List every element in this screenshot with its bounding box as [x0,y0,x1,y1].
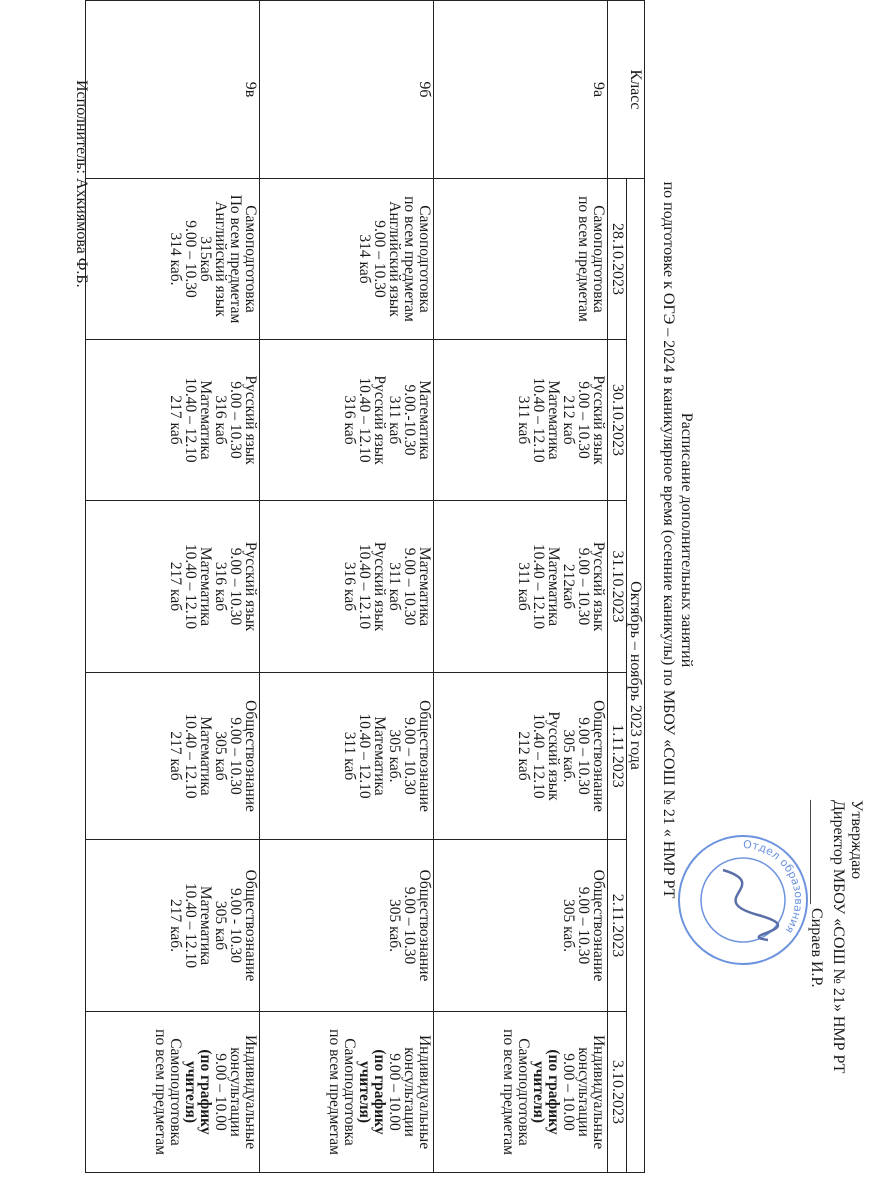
cell-text-line: 10.40 – 12.10 [356,713,373,799]
schedule-cell [86,1012,260,1173]
cell-text-line: по всем предметам [500,1029,517,1155]
stamp-arc-text: Отдел образования [742,837,806,936]
cell-text-line: 314 каб. [167,232,184,286]
cell-text-line: 10.40 – 12.10 [530,377,547,463]
schedule-cell [260,840,434,1012]
cell-text-line: Русский язык [242,375,259,465]
cell-text-line: Математика [416,380,433,460]
schedule-cell [260,179,434,340]
cell-text-line: Русский язык [371,375,388,465]
cell-text-line: 10.40 – 12.10 [182,543,199,630]
cell-text-line: учителя) [530,1060,547,1124]
cell-text-line: по всем предметам [326,1029,343,1155]
date-header-cell: 31.10.2023 [608,501,627,673]
table-header-row [627,1,645,1173]
cell-text-line: Обществознание [416,869,433,982]
class-header-cell: Класс [608,1,645,179]
cell-text-line: консультации [227,1047,244,1137]
cell-text-line: 9.00 – 10.00 [386,1053,403,1131]
cell-text-line: Обществознание [416,700,433,812]
cell-text-line: 9.00 – 10.30 [575,547,592,626]
cell-text-line: 9.00 – 10.00 [560,1053,577,1131]
cell-text-line: 9.00 – 10.30 [575,381,592,459]
cell-text-line: 217 каб [167,561,184,612]
cell-text-line: Математика [197,380,214,460]
cell-text-line: 316 каб [341,561,358,612]
schedule-cell [260,1012,434,1173]
cell-text-line: 10.40 – 12.10 [530,543,547,630]
cell-text-line: Математика [197,885,214,966]
cell-text-line: 311 каб [386,395,403,445]
cell-text-line: 217 каб. [167,898,184,953]
schedule-cell [260,340,434,501]
cell-text-line: 316 каб [341,395,358,445]
cell-text-line: 9.00 – 10.30 [401,886,418,965]
cell-text-line: По всем предметам [227,194,244,324]
schedule-cell [260,673,434,840]
schedule-cell [260,501,434,673]
cell-text-line: Математика [545,380,562,460]
executor-line: Исполнитель: Ахкиямова Ф.Б. [73,80,90,288]
cell-text-line: 305 каб. [386,898,403,953]
title-line-1: Расписание дополнительных занятий [678,412,695,668]
cell-text-line: Русский язык [590,375,607,465]
cell-text-line: Математика [197,716,214,796]
schedule-table [85,0,645,1173]
cell-text-line: консультации [401,1047,418,1137]
cell-text-line: Самоподготовка [590,205,607,313]
cell-text-line: Обществознание [590,869,607,982]
cell-text-line: 9.00 – 10.30 [182,220,199,298]
class-name-cell: 9б [260,1,434,179]
cell-text-line: 315каб [197,236,214,282]
cell-text-line: Самоподготовка [242,205,259,313]
cell-text-line: 9.00 - 10.30 [227,888,244,963]
cell-text-line: 314 каб [356,234,373,284]
cell-text-line: 212 каб [515,731,532,781]
date-header-cell: 28.10.2023 [608,179,627,340]
cell-text-line: (по графику [371,1049,388,1135]
cell-text-line: Индивидуальные [242,1034,259,1150]
cell-text-line: учителя) [182,1060,199,1124]
class-name-cell: 9в [86,1,260,179]
cell-text-line: 217 каб [167,731,184,781]
cell-text-line: Обществознание [590,700,607,812]
schedule-cell [434,840,608,1012]
cell-text-line: Английский язык [386,201,403,317]
cell-text-line: 9.00 – 10.30 [227,381,244,459]
date-header-cell: 3.10.2023 [608,1012,627,1173]
approval-block [807,800,865,1190]
cell-text-line: Математика [545,546,562,627]
table-row [260,1,434,1173]
cell-text-line: 311 каб [515,395,532,445]
document-title [659,120,695,960]
approval-signature-line: _____________ Сираев И.Р. [808,800,825,988]
cell-text-line: Индивидуальные [416,1034,433,1150]
cell-text-line: Индивидуальные [590,1034,607,1150]
cell-text-line: Русский язык [545,711,562,801]
approval-line-2: Директор МБОУ «СОШ № 21» НМР РТ [830,800,847,1074]
date-header-cell: 1.11.2023 [608,673,627,840]
cell-text-line: 9.00 – 10.30 [227,547,244,626]
cell-text-line: Обществознание [242,869,259,982]
cell-text-line: (по графику [545,1049,562,1135]
cell-text-line: 9.00 – 10.30 [401,717,418,795]
class-name-cell: 9а [434,1,608,179]
schedule-cell [86,501,260,673]
schedule-cell [86,673,260,840]
cell-text-line: Русский язык [590,541,607,632]
cell-text-line: 311 каб [515,562,532,611]
cell-text-line: 305 каб. [386,729,403,783]
cell-text-line: Русский язык [371,541,388,632]
cell-text-line: Русский язык [242,541,259,632]
cell-text-line: Самоподготовка [167,1038,184,1146]
cell-text-line: 10.40 – 12.10 [356,543,373,630]
cell-text-line: по всем предметам [575,196,592,322]
cell-text-line: 9.00 – 10.30 [575,717,592,795]
cell-text-line: Математика [371,716,388,796]
cell-text-line: 10.40 – 12.10 [356,377,373,463]
schedule-cell [434,179,608,340]
cell-text-line: учителя) [356,1060,373,1124]
schedule-cell [434,673,608,840]
date-header-cell: 2.11.2023 [608,840,627,1012]
cell-text-line: (по графику [197,1049,214,1135]
cell-text-line: 9.00 – 10.30 [227,717,244,795]
schedule-cell [434,340,608,501]
cell-text-line: Самоподготовка [341,1038,358,1146]
cell-text-line: Обществознание [242,700,259,812]
cell-text-line: 305 каб [212,900,229,951]
cell-text-line: 305 каб. [560,898,577,953]
schedule-cell [86,340,260,501]
cell-text-line: 316 каб [212,561,229,612]
cell-text-line: Английский язык [212,201,229,317]
cell-text-line: 212 каб [560,395,577,445]
schedule-cell [434,1012,608,1173]
cell-text-line: 305 каб [212,731,229,781]
date-header-cell: 30.10.2023 [608,340,627,501]
cell-text-line: 10.40 – 12.10 [182,713,199,799]
cell-text-line: 217 каб [167,395,184,445]
cell-text-line: 212каб [560,563,577,610]
cell-text-line: 9.00 – 10.30 [575,886,592,965]
schedule-cell [434,501,608,673]
cell-text-line: консультации [575,1047,592,1137]
approval-line-1: Утверждаю [848,800,865,880]
cell-text-line: Самоподготовка [416,205,433,313]
cell-text-line: Математика [197,546,214,627]
table-row [86,1,260,1173]
cell-text-line: Самоподготовка [515,1038,532,1146]
cell-text-line: 316 каб [212,395,229,445]
cell-text-line: 9.00 – 10.30 [371,220,388,298]
cell-text-line: по всем предметам [152,1029,169,1155]
cell-text-line: 311 каб [386,562,403,611]
cell-text-line: 9.00.-10.30 [401,384,418,456]
cell-text-line: 311 каб [341,731,358,781]
cell-text-line: 9.00 – 10.00 [212,1053,229,1131]
schedule-cell [86,179,260,340]
cell-text-line: 305 каб. [560,729,577,783]
cell-text-line: 10.40 – 12.10 [530,713,547,799]
table-row [434,1,608,1173]
period-header-cell: Октябрь – ноябрь 2023 года [627,179,645,1173]
title-line-2: по подготовке к ОГЭ – 2024 в каникулярное время (осенние каникулы) по МБОУ «СОШ № 21 « НМР РТ [660,181,677,899]
cell-text-line: 10.40 – 12.10 [182,377,199,463]
schedule-cell [86,840,260,1012]
cell-text-line: 10.40 – 12.10 [182,882,199,969]
cell-text-line: по всем предметам [401,196,418,322]
cell-text-line: 9.00 – 10.30 [401,547,418,626]
cell-text-line: Математика [416,546,433,627]
